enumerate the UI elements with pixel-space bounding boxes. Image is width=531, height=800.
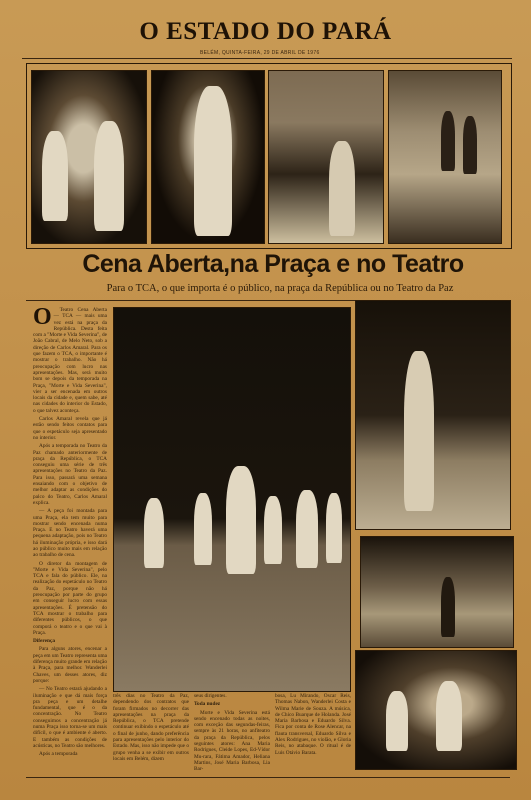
article-column-4 xyxy=(275,693,351,771)
article-column-3 xyxy=(194,693,270,771)
photo-main-stage xyxy=(113,307,351,692)
section-subhead: Toda nudez xyxy=(194,701,221,708)
dropcap: O xyxy=(33,307,52,330)
photo-night-plaza xyxy=(360,536,514,648)
paragraph: três dias no Teatro da Paz, dependendo dos contratos que foram firmados no decorrer das apresentações na praça da República, o TCA pretende continuar exibindo o espetáculo até o final de junho, dando preferência para apresentações pelo interior do Estado. Mas, isso não impede que o grupo venha a se exibir em outros locais em Belém, dizem xyxy=(113,693,189,762)
photo-actor-standing xyxy=(355,300,511,530)
paragraph: Para alguns atores, encenar a peça em um Teatro representa uma diferença muito grande em relação à Praça, para melhor. Wanderlei Chaves, um desses atores, diz porque: xyxy=(33,646,107,684)
section-subhead: Diferença xyxy=(33,638,55,645)
paragraph: O diretor da montagem de "Morte e Vida Severina", pelo TCA e fala do público. Ele, na realização do espetáculo no Teatro da Paz, porque não há preocupação por parte do grupo em conseguir lucro com essas apresentações. É pretensão do TCA mostrar o trabalho para diferentes públicos, o que comporá o teatro e o que vai à Praça. xyxy=(33,560,107,636)
subheadline: Para o TCA, o que importa é o público, na praça da República ou no Teatro da Paz xyxy=(106,283,454,294)
paragraph: Morte e Vida Severina está sendo encenado todas as noites, com exceção das segundas-feiras, sempre às 21 horas, no anfiteatro da praça da República, pelos seguintes atores: Ana Maria Rodrigues, Cleide Lopes, Ed-Vídor Mu-rara, Fátima Amador, Heliana Martins, José Maria Barbosa, Lia Bar- xyxy=(194,709,270,771)
paragraph: bosa, Lu Mirando, Oscar Reis, Thomas Nabon, Wanderlei Costa e Wilma Marie de Souza. A música, de Chico Buarque de Holanda. José Maria Barbosa e Eduardo Silva. Fica por conta de Rose Alencar, na flauta transversal, Eduardo Silva e Alex Rodrigues, no violão, e Gloria Reis, no atabaque. O ritual é de Luis Otávio Barata. xyxy=(275,693,351,756)
headline: Cena Aberta,na Praça e no Teatro xyxy=(82,250,464,278)
paragraph: — A peça foi montada para uma Praça, ela tem muito para mostrar sendo encenada numa Praça. E no Teatro haverá uma pequena adaptação, pois no Teatro há iluminação própria, e isso dará ao público muito mais em relação ao trabalho de cena. xyxy=(33,508,107,559)
photo-actors-closeup xyxy=(355,650,517,770)
photo-actor-cloak xyxy=(151,70,265,244)
paragraph: seus dirigentes. xyxy=(194,693,227,699)
article-column-2 xyxy=(113,693,189,771)
paragraph: Após a temporada xyxy=(39,751,78,758)
paragraph: Teatro Cena Aberta — TCA — mais uma vez está na praça da República. Desta feita com a "Morte e Vida Severina", de João Cabral, de Melo Neto, sob a direção de Carlos Amaral. Para os que fazem o TCA, o importante é mostrar o trabalho. Não há preocupação com lucro nas apresentações. Mas, será muito bom se depois da temporada na Praça, "Morte e Vida Severina", vier a ser encenada em outros locais da cidade e, quem sabe, até nas cidades do interior do Estado, o que talvez aconteça. xyxy=(33,307,107,414)
dateline: BELÉM, QUINTA-FEIRA, 29 DE ABRIL DE 1976 xyxy=(200,50,320,56)
paragraph: Carlos Amaral revela que já estão sendo feitos contatos para que o espetáculo seja apresentado no interior. xyxy=(33,416,107,441)
article-column-1 xyxy=(33,307,107,772)
masthead-title: O ESTADO DO PARÁ xyxy=(139,18,392,45)
paragraph: Após a temporada no Teatro da Paz chamado anteriormente de praça da República, o TCA conseguiu uma série de três apresentações no Teatro da Paz. Para isso, passará uma semana ensaiando com o objetivo de melhor adaptar as condições do palco do Teatro, Carlos Amaral explica. xyxy=(33,443,107,506)
photo-praca-audience xyxy=(268,70,384,244)
photo-actors-ropes xyxy=(31,70,147,244)
divider xyxy=(22,58,512,59)
divider xyxy=(26,777,510,778)
paragraph: — No Teatro estará ajudando a iluminação e que dá mais força pra peça e um detalhe fundamental, que é o da concentração. No Teatro conseguimos a concentração já numa Praça isso torna-se um mais difícil, o que é ambiente é aberto. E também as condições de acústicas, no Teatro são melhores. xyxy=(33,686,107,749)
photo-square-performers xyxy=(388,70,502,244)
